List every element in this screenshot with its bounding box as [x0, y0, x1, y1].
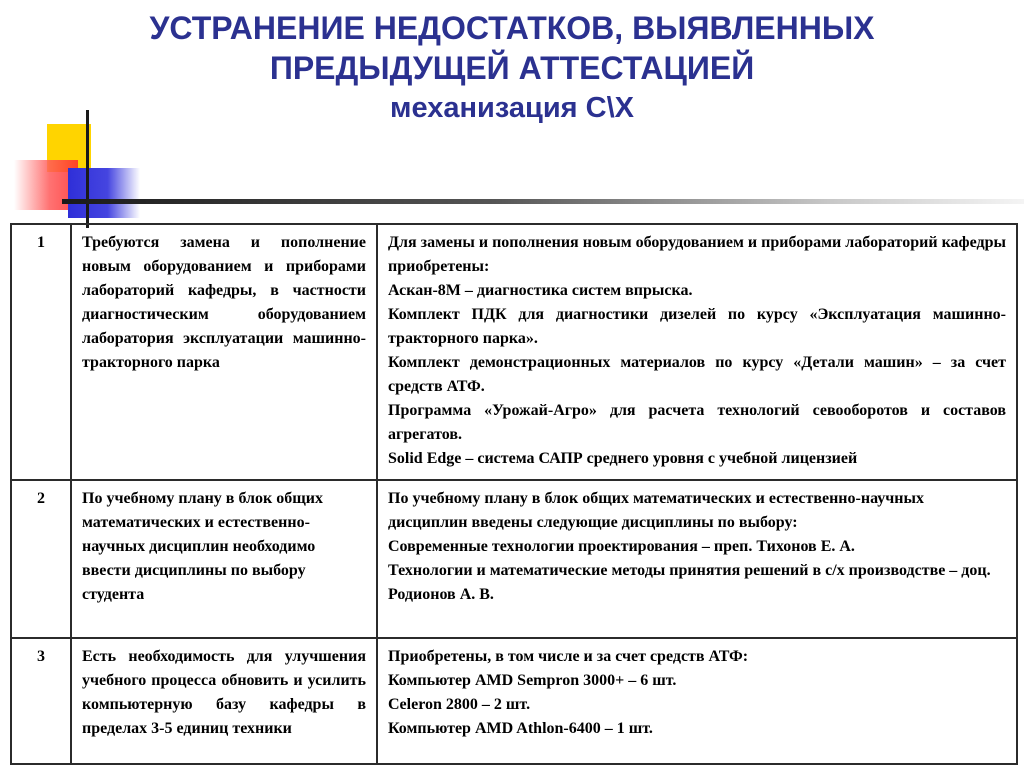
deficiencies-table	[10, 223, 1018, 765]
decorative-vertical-line	[86, 110, 89, 228]
requirement-cell: По учебному плану в блок общих математических и естественно-научных дисциплин необходимо ввести дисциплины по выбору студента	[71, 480, 377, 638]
requirement-cell: Есть необходимость для улучшения учебного процесса обновить и усилить компьютерную базу кафедры в пределах 3-5 единиц техники	[71, 638, 377, 764]
result-line: Компьютер AMD Sempron 3000+ – 6 шт.	[388, 672, 677, 689]
decorative-horizontal-line	[62, 199, 1024, 204]
requirement-cell: Требуются замена и пополнение новым оборудованием и приборами лабораторий кафедры, в частности диагностическим оборудованием лаборатория эксплуатации машинно-тракторного парка	[71, 224, 377, 480]
row-number: 1	[11, 224, 71, 480]
table-row	[11, 480, 1017, 638]
result-cell	[377, 638, 1017, 764]
table-row	[11, 638, 1017, 764]
result-line: Аскан-8М – диагностика систем впрыска.	[388, 282, 693, 299]
result-line: Solid Edge – система САПР среднего уровня с учебной лицензией	[388, 450, 858, 467]
title-subtitle: механизация С\Х	[390, 92, 634, 124]
slide-title	[0, 8, 1024, 128]
result-line: Современные технологии проектирования – преп. Тихонов Е. А.	[388, 538, 855, 555]
result-line: Комплект ПДК для диагностики дизелей по курсу «Эксплуатация машинно-тракторного парка».	[388, 306, 1006, 347]
result-line: Программа «Урожай-Агро» для расчета технологий севооборотов и составов агрегатов.	[388, 402, 1006, 443]
result-line: Компьютер AMD Athlon-6400 – 1 шт.	[388, 720, 653, 737]
result-line: Технологии и математические методы принятия решений в с/х производстве – доц. Родионов А. В.	[388, 562, 991, 603]
title-line-2: ПРЕДЫДУЩЕЙ АТТЕСТАЦИЕЙ	[269, 50, 755, 86]
result-line: По учебному плану в блок общих математических и естественно-научных дисциплин введены следующие дисциплины по выбору:	[388, 490, 924, 531]
result-cell	[377, 480, 1017, 638]
result-line: Celeron 2800 – 2 шт.	[388, 696, 531, 713]
result-line: Комплект демонстрационных материалов по курсу «Детали машин» – за счет средств АТФ.	[388, 354, 1006, 395]
result-cell	[377, 224, 1017, 480]
result-line: Для замены и пополнения новым оборудованием и приборами лабораторий кафедры приобретены:	[388, 234, 1006, 275]
row-number: 3	[11, 638, 71, 764]
row-number: 2	[11, 480, 71, 638]
table-row	[11, 224, 1017, 480]
decorative-blue-square	[68, 168, 140, 218]
result-line: Приобретены, в том числе и за счет средств АТФ:	[388, 648, 749, 665]
title-line-1: УСТРАНЕНИЕ НЕДОСТАТКОВ, ВЫЯВЛЕННЫХ	[149, 10, 875, 46]
